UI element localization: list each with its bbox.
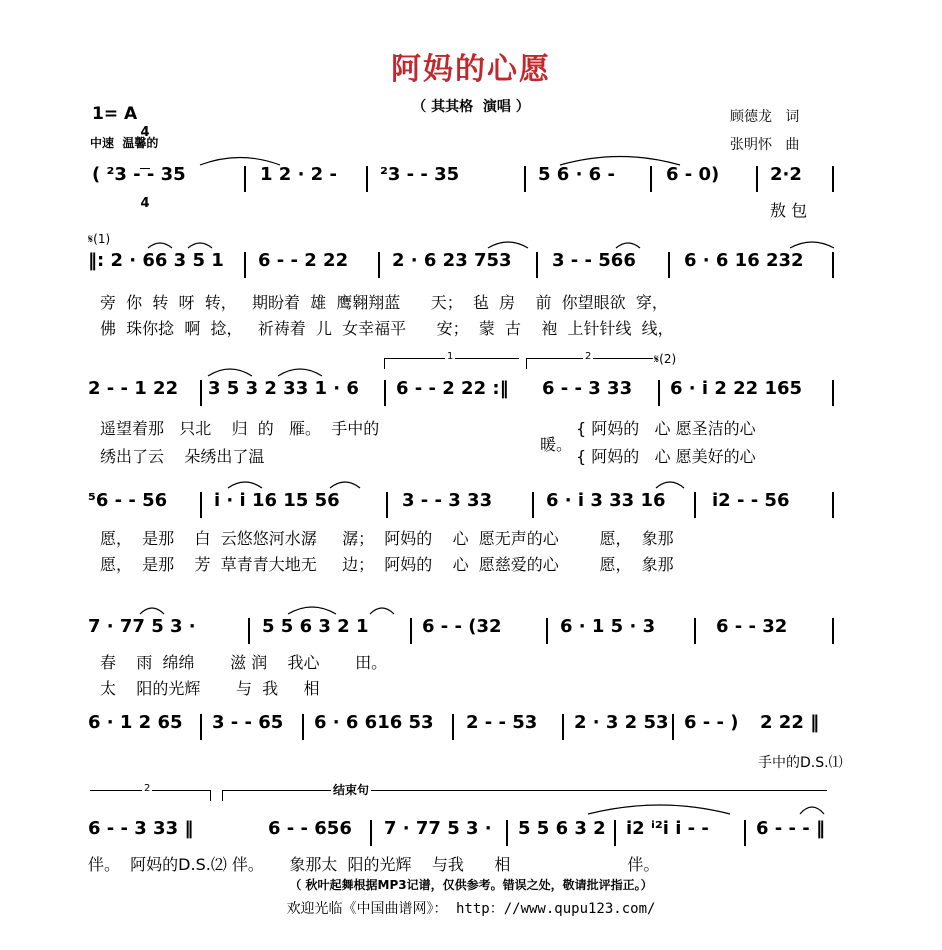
measure: 6 - - 2 22 :‖: [396, 378, 509, 399]
measure: ‖: 2 · 66 3 5 1: [88, 250, 224, 271]
lyric-line: 遥望着那 只北 归 的 雁。 手中的: [100, 419, 380, 438]
score-row-7: [88, 818, 848, 848]
lyric-line: 愿， 是那 白 云悠悠河水潺 潺； 阿妈的 心 愿无声的心 愿， 象那: [100, 529, 674, 548]
measure: 3 - - 65: [212, 712, 284, 733]
measure: 2 - - 1 22: [88, 378, 179, 399]
singer-credit: （ 其其格 演唱 ）: [412, 99, 530, 115]
measure: 6 - - - ‖: [756, 818, 826, 839]
volta-1: 1: [384, 358, 519, 369]
measure: 2·2: [770, 164, 802, 185]
volta-2b: 2: [90, 790, 211, 801]
measure: ⁵6 - - 56: [88, 490, 168, 511]
lyric-nuan: 暖。: [540, 435, 573, 454]
measure: 6 - - 2 22: [258, 250, 349, 271]
lyric-line: 绣出了云 朵绣出了温: [100, 447, 265, 466]
score-row-4: [88, 490, 848, 520]
composer-credit: 张明怀 曲: [730, 137, 800, 153]
measure: 6 - - 3 33: [542, 378, 633, 399]
lyric-line: { 阿妈的 心 愿美好的心: [576, 447, 756, 466]
measure: 6 - - 656: [268, 818, 352, 839]
measure: 2 · 6 23 753: [392, 250, 512, 271]
measure: i2 - - 56: [712, 490, 790, 511]
measure: ²3 - - 35: [380, 164, 460, 185]
measure: 6 - - ): [684, 712, 739, 733]
measure: 1 2 · 2 -: [260, 164, 337, 185]
lyric-line: 伴。 阿妈的D.S.⑵ 伴。 象那太 阳的光辉 与我 相 伴。: [88, 855, 660, 874]
site-link: 欢迎光临《中国曲谱网》： http：//www.qupu123.com/: [286, 901, 656, 917]
measure: 7 · 77 5 3 ·: [88, 616, 196, 637]
lyric-line: { 阿妈的 心 愿圣洁的心: [576, 419, 756, 438]
lyric-line: 敖 包: [770, 201, 808, 220]
transcription-note: （ 秋叶起舞根据MP3记谱，仅供参考。错误之处，敬请批评指正。）: [289, 878, 653, 892]
measure: 2 · 3 2 53: [574, 712, 669, 733]
volta-2: 2: [526, 358, 653, 369]
measure: 2 - - 53: [466, 712, 538, 733]
measure: 6 · i 3 33 16: [546, 490, 666, 511]
measure: 5 5 6 3 2 1: [262, 616, 369, 637]
time-signature-top: 4: [140, 125, 150, 140]
coda-bracket: 结束句: [222, 790, 827, 801]
lyric-line: 佛 珠你捻 啊 捻， 祈祷着 儿 女幸福平 安； 蒙 古 袍 上针针线 线，: [100, 319, 674, 338]
measure: 7 · 77 5 3 ·: [384, 818, 492, 839]
measure: 6 · 6 16 232: [684, 250, 804, 271]
measure: 5 5 6 3 2: [518, 818, 606, 839]
measure: 6 - - 32: [716, 616, 788, 637]
score-row-2: [88, 250, 848, 280]
page-title: 阿妈的心愿: [391, 52, 551, 87]
measure: ( ²3 - - 35: [92, 164, 186, 185]
measure: 6 · 1 2 65: [88, 712, 183, 733]
lyricist-credit: 顾德龙 词: [730, 109, 800, 125]
measure: 6 · 6 616 53: [314, 712, 434, 733]
lyric-line: 太 阳的光辉 与 我 相: [100, 679, 320, 698]
ds-marker: 手中的D.S.⑴: [758, 755, 843, 771]
score-row-1: [88, 164, 848, 194]
segno-sign: 𝄋(1): [88, 232, 111, 246]
measure: 6 · 1 5 · 3: [560, 616, 656, 637]
measure: 6 - - (32: [422, 616, 502, 637]
tempo-marking: 中速 温馨的: [90, 136, 159, 150]
measure: 6 - - 3 33 ‖: [88, 818, 194, 839]
measure: 2 22 ‖: [760, 712, 820, 733]
measure: 6 · i 2 22 165: [670, 378, 803, 399]
lyric-line: 春 雨 绵绵 滋 润 我心 田。: [100, 653, 388, 672]
measure: 5 6 · 6 -: [538, 164, 615, 185]
measure: 3 - - 566: [552, 250, 636, 271]
score-row-3: [88, 378, 848, 408]
score-row-6: [88, 712, 848, 742]
lyric-line: 愿， 是那 芳 草青青大地无 边； 阿妈的 心 愿慈爱的心 愿， 象那: [100, 555, 674, 574]
time-signature-bottom: 4: [140, 196, 150, 211]
key-signature: 1= A: [92, 104, 138, 124]
measure: 3 5 3 2 33 1 · 6: [208, 378, 359, 399]
score-row-5: [88, 616, 848, 646]
segno-sign-2: 𝄋(2): [654, 352, 677, 366]
measure: i2 ⁱ²i i - -: [626, 818, 709, 839]
time-signature: [140, 98, 150, 225]
measure: i · i 16 15 56: [214, 490, 340, 511]
measure: 6 - 0): [666, 164, 720, 185]
measure: 3 - - 3 33: [402, 490, 493, 511]
lyric-line: 旁 你 转 呀 转， 期盼着 雄 鹰翱翔蓝 天； 毡 房 前 你望眼欲 穿，: [100, 293, 668, 312]
